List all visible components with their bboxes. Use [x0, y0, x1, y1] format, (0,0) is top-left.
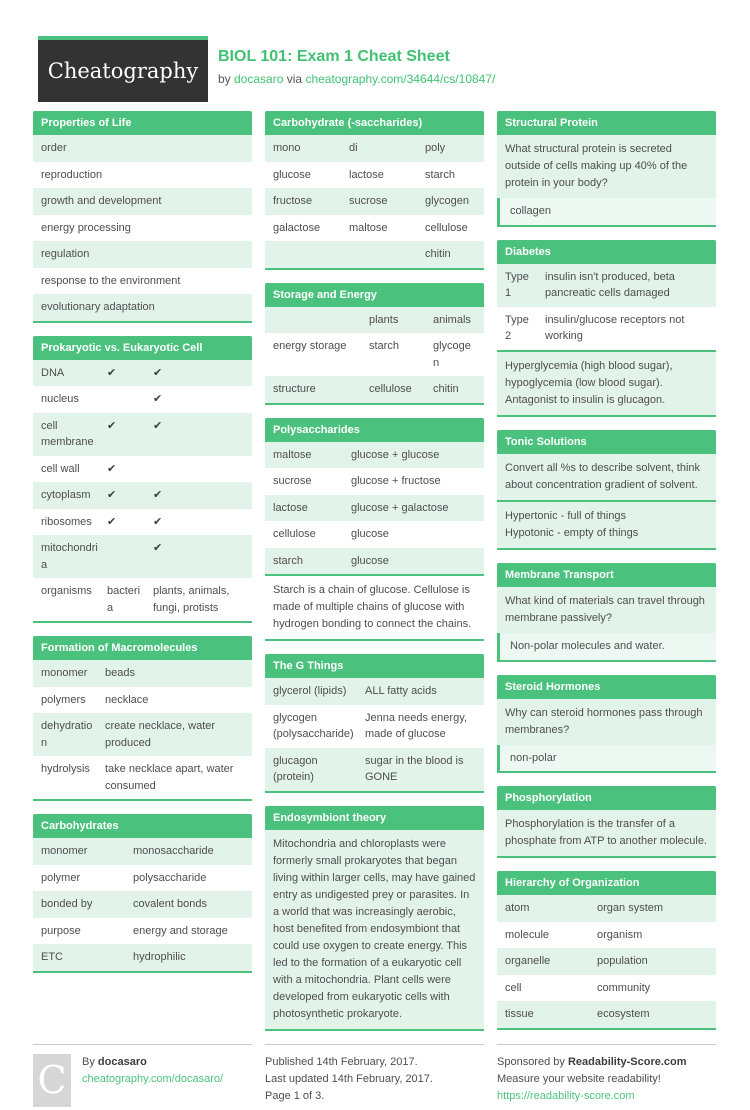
- answer-text: non-polar: [497, 745, 716, 772]
- cheatography-c-logo: C: [33, 1054, 71, 1107]
- question-text: What structural protein is secreted outside of cells making up 40% of the protein in your body?: [497, 135, 716, 198]
- section-header: Membrane Transport: [497, 563, 716, 587]
- checkmark: ✔: [153, 393, 163, 405]
- section-header: Endosymbiont theory: [265, 806, 484, 830]
- table-row: energy storage starch glycogen: [273, 340, 471, 369]
- table-row: ETC hydrophilic: [33, 944, 252, 971]
- checkmark: [99, 535, 145, 578]
- table-row: cell membrane ✔ ✔: [33, 413, 252, 456]
- question-text: Why can steroid hormones pass through membranes?: [497, 699, 716, 745]
- byline-via: via: [286, 72, 303, 86]
- list-item: growth and development: [33, 188, 252, 215]
- list-item: energy processing: [41, 221, 131, 234]
- checkmark: ✔: [107, 419, 117, 432]
- checkmark: ✔: [153, 419, 163, 432]
- logo-text: Cheatography: [47, 59, 199, 83]
- section-header: Carbohydrate (-saccharides): [265, 111, 484, 135]
- section-membrane-transport: [497, 563, 716, 662]
- section-header: Steroid Hormones: [497, 675, 716, 699]
- table-row: cell community: [505, 981, 651, 994]
- question-text: What kind of materials can travel through membrane passively?: [497, 587, 716, 633]
- section-tonic-solutions: [497, 430, 716, 550]
- table-row: galactose maltose cellulose: [273, 221, 468, 234]
- list-item: evolutionary adaptation: [33, 294, 252, 321]
- checkmark: ✔: [153, 515, 163, 528]
- list-item: response to the environment: [41, 274, 181, 287]
- checkmark: ✔: [107, 462, 117, 475]
- sponsor-name: Readability-Score.com: [567, 1056, 687, 1069]
- footer-sponsor-block: [497, 1044, 716, 1107]
- section-header: Formation of Macromolecules: [33, 636, 252, 660]
- section-structural-protein: [497, 111, 716, 227]
- column-1: [33, 111, 252, 1044]
- table-row: tissue ecosystem: [497, 1001, 716, 1028]
- page-title: BIOL 101: Exam 1 Cheat Sheet: [218, 48, 450, 65]
- checkmark: ✔: [153, 489, 163, 501]
- table-row: chitin: [265, 241, 484, 268]
- table-row: structure cellulose chitin: [265, 376, 484, 403]
- table-row: mitochondria ✔: [33, 535, 252, 578]
- section-diabetes: [497, 240, 716, 417]
- footer-author-block: [33, 1044, 252, 1107]
- table-row: bonded by covalent bonds: [33, 891, 252, 918]
- footer-author-name: docasaro: [97, 1056, 147, 1069]
- section-header: Phosphorylation: [497, 786, 716, 810]
- checkmark: [145, 456, 252, 483]
- list-item: order: [33, 135, 252, 162]
- section-header: Polysaccharides: [265, 418, 484, 442]
- section-header: Tonic Solutions: [497, 430, 716, 454]
- table-row: atom organ system: [497, 895, 716, 922]
- table-row: Type 1 insulin isn't produced, beta pancreatic cells damaged: [497, 264, 716, 307]
- table-row: dehydration create necklace, water produced: [33, 713, 252, 756]
- section-phosphorylation: [497, 786, 716, 858]
- table-row: glucagon (protein) sugar in the blood is GONE: [265, 748, 484, 791]
- table-row: organisms bacteria plants, animals, fungi, protists: [41, 585, 230, 614]
- table-row: cytoplasm ✔ ✔: [33, 482, 252, 509]
- section-header: The G Things: [265, 654, 484, 678]
- published-date: Published 14th February, 2017.: [265, 1056, 418, 1069]
- list-item: regulation: [33, 241, 252, 268]
- sponsor-tagline: Measure your website readability!: [497, 1073, 661, 1086]
- cheatography-logo[interactable]: [38, 36, 208, 102]
- author-link[interactable]: docasaro: [234, 72, 284, 86]
- section-body-text: Convert all %s to describe solvent, think about concentration gradient of solvent.: [497, 454, 716, 500]
- checkmark: [99, 386, 145, 413]
- footer-publish-block: [265, 1044, 484, 1107]
- section-note: [497, 500, 716, 548]
- sponsor-link[interactable]: https://readability-score.com: [497, 1090, 635, 1103]
- table-row: polymers necklace: [41, 693, 149, 706]
- section-storage-and-energy: [265, 283, 484, 405]
- table-row: polymer polysaccharide: [41, 871, 207, 884]
- note-line: Hypotonic - empty of things: [505, 526, 639, 539]
- note-line: Hypertonic - full of things: [505, 509, 627, 522]
- table-row: monomer beads: [33, 660, 252, 687]
- byline: [218, 72, 495, 86]
- section-carbohydrates: [33, 814, 252, 973]
- table-row: monomer monosaccharide: [33, 838, 252, 865]
- table-row: molecule organism: [505, 928, 643, 941]
- section-header: Diabetes: [497, 240, 716, 264]
- section-hierarchy-of-organization: [497, 871, 716, 1030]
- section-note: Hyperglycemia (high blood sugar), hypoglycemia (low blood sugar). Antagonist to insulin is glucagon.: [497, 350, 716, 415]
- table-row: nucleus ✔: [33, 386, 252, 413]
- section-header: Storage and Energy: [265, 283, 484, 307]
- section-formation-of-macromolecules: [33, 636, 252, 801]
- table-row: cellulose glucose: [273, 528, 389, 540]
- table-row: lactose glucose + galactose: [265, 495, 484, 522]
- table-row: ribosomes ✔ ✔: [33, 509, 252, 536]
- section-polysaccharides: [265, 418, 484, 642]
- table-row: hydrolysis take necklace apart, water consumed: [41, 763, 234, 792]
- table-row: plants animals: [265, 307, 484, 334]
- page-header: [0, 0, 750, 111]
- section-header: Structural Protein: [497, 111, 716, 135]
- table-row: fructose sucrose glycogen: [265, 188, 484, 215]
- checkmark: ✔: [107, 489, 117, 501]
- section-the-g-things: [265, 654, 484, 793]
- table-row: sucrose glucose + fructose: [273, 475, 441, 487]
- table-row: purpose energy and storage: [41, 924, 228, 937]
- updated-date: Last updated 14th February, 2017.: [265, 1073, 433, 1086]
- table-row: cell wall ✔: [33, 456, 252, 483]
- section-properties-of-life: [33, 111, 252, 323]
- sheet-url-link[interactable]: cheatography.com/34644/cs/10847/: [305, 72, 496, 86]
- section-prokaryotic-vs-eukaryotic: [33, 336, 252, 624]
- sponsor-prefix: Sponsored by: [497, 1056, 565, 1069]
- table-row: DNA ✔ ✔: [33, 360, 252, 387]
- table-row: Type 2 insulin/glucose receptors not working: [505, 313, 685, 343]
- section-body-text: Mitochondria and chloroplasts were formerly small prokaryotes that began living within larger cells, may have gained entry as undigested prey or parasites. In a world that was increasingly aerobic, host benefited from endosymbiont that could use oxygen to create energy. This led to the formation of a eukaryotic cell with a mitochondria. Plant cells were developed from eukaryotic cells with photosynthetic prokaryote.: [265, 830, 484, 1030]
- section-body-text: Phosphorylation is the transfer of a phosphate from ATP to another molecule.: [497, 810, 716, 856]
- page-footer: [33, 1044, 717, 1107]
- checkmark: ✔: [107, 515, 117, 528]
- footer-by-label: By: [82, 1056, 95, 1069]
- table-row: glycerol (lipids) ALL fatty acids: [265, 678, 484, 705]
- page-number: Page 1 of 3.: [265, 1090, 325, 1103]
- section-header: Properties of Life: [33, 111, 252, 135]
- section-header: Hierarchy of Organization: [497, 871, 716, 895]
- section-steroid-hormones: [497, 675, 716, 774]
- checkmark: ✔: [153, 542, 163, 554]
- section-carbohydrate-saccharides: [265, 111, 484, 270]
- checkmark: ✔: [153, 366, 163, 379]
- section-note: Starch is a chain of glucose. Cellulose is made of multiple chains of glucose with hydrogen bonding to connect the chains.: [265, 574, 484, 639]
- column-2: [265, 111, 484, 1044]
- answer-text: collagen: [497, 198, 716, 225]
- table-row: mono di poly: [265, 135, 484, 162]
- section-header: Prokaryotic vs. Eukaryotic Cell: [33, 336, 252, 360]
- content-columns: [33, 111, 717, 1044]
- list-item: reproduction: [41, 168, 103, 181]
- byline-by: by: [218, 72, 231, 86]
- table-row: glycogen (polysaccharide) Jenna needs energy, made of glucose: [273, 711, 467, 741]
- table-row: starch glucose: [265, 548, 484, 575]
- section-endosymbiont-theory: [265, 806, 484, 1032]
- column-3: [497, 111, 716, 1044]
- table-row: maltose glucose + glucose: [265, 442, 484, 469]
- section-header: Carbohydrates: [33, 814, 252, 838]
- checkmark: ✔: [107, 366, 117, 379]
- footer-author-link[interactable]: cheatography.com/docasaro/: [82, 1073, 224, 1086]
- table-row: organelle population: [497, 948, 716, 975]
- table-row: glucose lactose starch: [273, 168, 455, 181]
- answer-text: Non-polar molecules and water.: [497, 633, 716, 660]
